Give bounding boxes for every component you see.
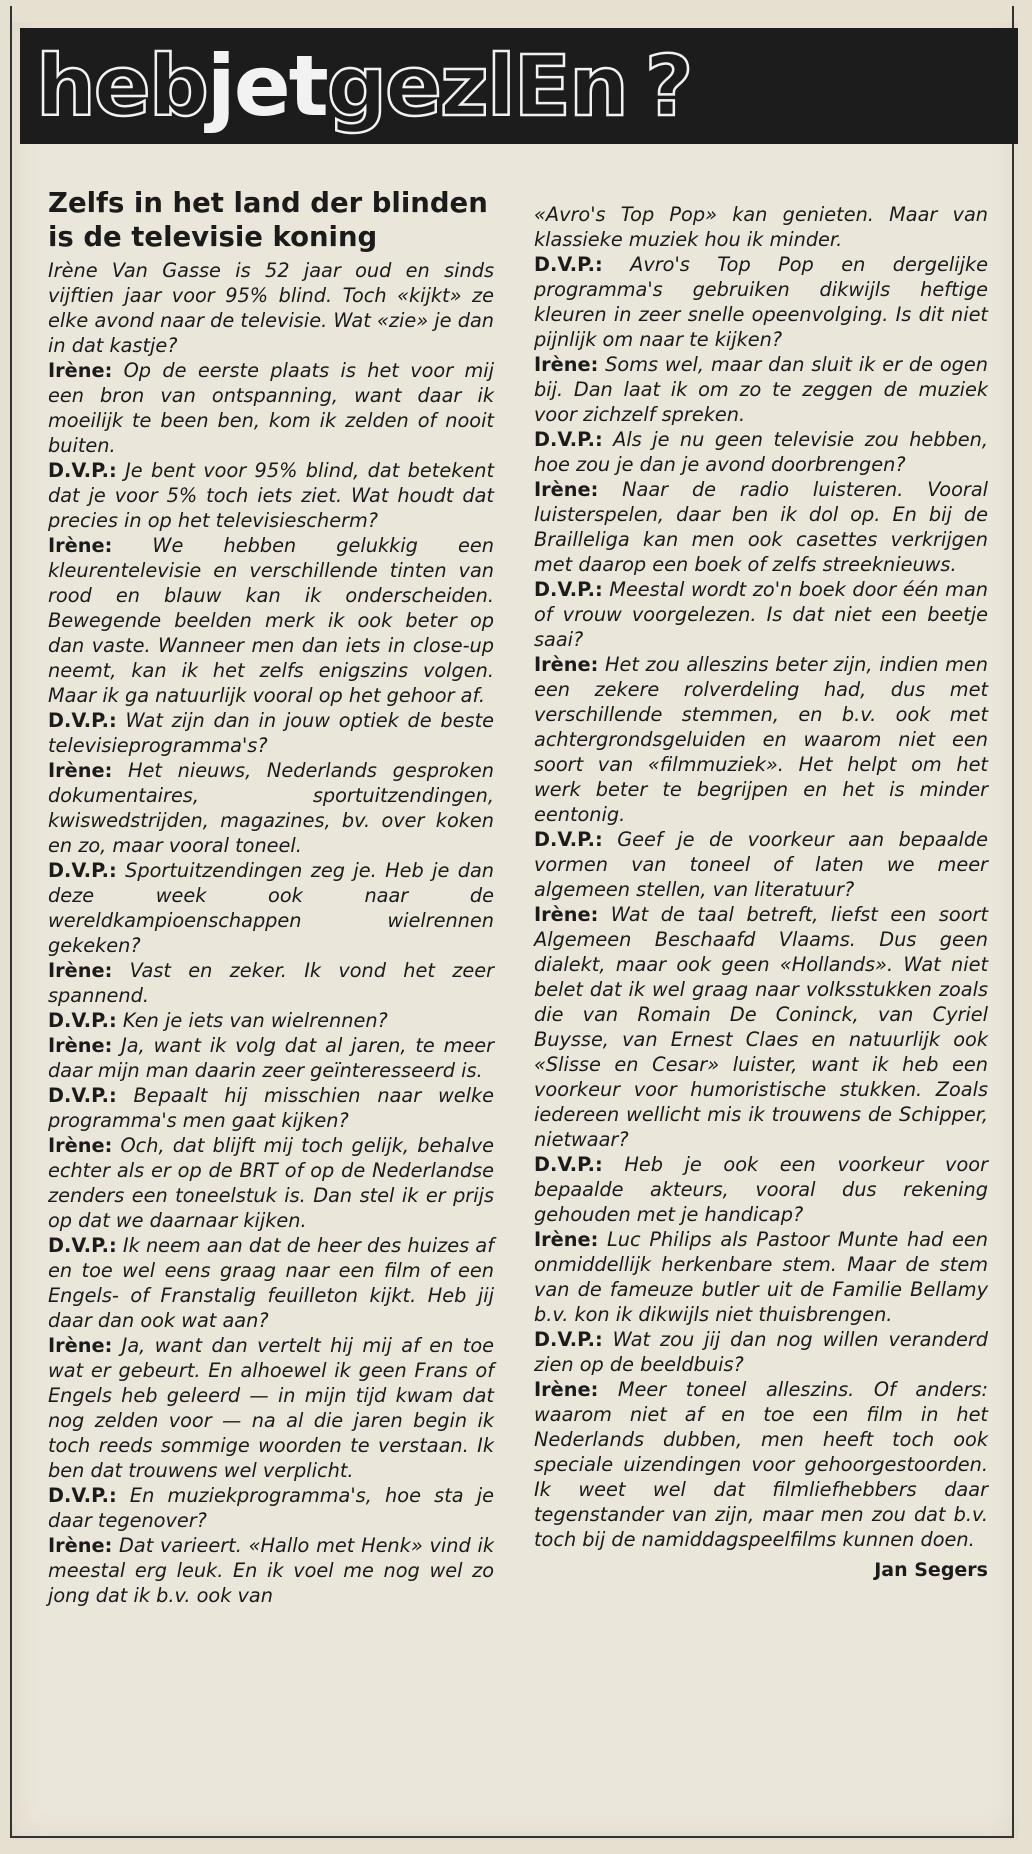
speaker-label: D.V.P.: xyxy=(48,1234,117,1257)
interview-paragraph xyxy=(534,1377,988,1552)
interview-paragraph xyxy=(48,358,494,458)
interview-paragraph xyxy=(48,858,494,958)
paragraph-text: Op de eerste plaats is het voor mij een bron van ontspanning, want daar ik moeilijk te been ben, kom ik zelden of nooit buiten. xyxy=(48,359,494,457)
interview-paragraph xyxy=(534,827,988,902)
speaker-label: Irène: xyxy=(48,534,113,557)
banner-title xyxy=(36,36,692,136)
speaker-label: Irène: xyxy=(48,359,113,382)
paragraph-text: Sportuitzendingen zeg je. Heb je dan deze week ook naar de wereldkampioenschappen wielrennen gekeken? xyxy=(48,859,494,957)
paragraph-text: Wat zou jij dan nog willen veranderd zien op de beeldbuis? xyxy=(534,1328,988,1376)
paragraph-text: Avro's Top Pop en dergelijke programma's gebruiken dikwijls heftige kleuren in zeer snelle opeenvolging. Is dit niet pijnlijk om naar te kijken? xyxy=(534,253,988,351)
paragraph-text: Ik neem aan dat de heer des huizes af en toe wel eens graag naar een film of een Engels- of Franstalig feuilleton kijkt. Heb jij daar dan ook wat aan? xyxy=(48,1234,494,1332)
interview-paragraph xyxy=(48,533,494,708)
interview-paragraph xyxy=(534,427,988,477)
right-column xyxy=(534,202,988,1583)
paragraph-text: Dat varieert. «Hallo met Henk» vind ik meestal erg leuk. En ik voel me nog wel zo jong dat ik b.v. ook van xyxy=(48,1534,494,1607)
interview-paragraph xyxy=(48,1033,494,1083)
speaker-label: D.V.P.: xyxy=(534,1328,603,1351)
speaker-label: Irène: xyxy=(48,1034,113,1057)
interview-paragraph xyxy=(48,1483,494,1533)
article-headline: Zelfs in het land der blinden is de televisie koning xyxy=(48,187,488,253)
speaker-label: D.V.P.: xyxy=(48,709,117,732)
interview-paragraph xyxy=(534,1152,988,1227)
author-signature: Jan Segers xyxy=(874,1559,988,1581)
article-intro: Irène Van Gasse is 52 jaar oud en sinds vijftien jaar voor 95% blind. Toch «kijkt» ze elke avond naar de televisie. Wat «zie» je dan in dat kastje? xyxy=(48,259,494,357)
column-banner xyxy=(20,28,1018,144)
paragraph-text: En muziekprogramma's, hoe sta je daar tegenover? xyxy=(48,1484,494,1532)
banner-question-mark: ? xyxy=(644,37,692,135)
paragraph-text: Ken je iets van wielrennen? xyxy=(116,1009,388,1032)
interview-paragraph xyxy=(48,1333,494,1483)
interview-paragraph xyxy=(534,902,988,1152)
right-column-lead: «Avro's Top Pop» kan genieten. Maar van klassieke muziek hou ik minder. xyxy=(534,203,988,251)
speaker-label: Irène: xyxy=(48,1334,113,1357)
banner-title-part-gezien: gezlEn xyxy=(326,37,627,135)
speaker-label: Irène: xyxy=(534,1378,599,1401)
speaker-label: Irène: xyxy=(534,1228,599,1251)
speaker-label: D.V.P.: xyxy=(48,459,117,482)
interview-paragraph xyxy=(48,1533,494,1608)
paragraph-text: Luc Philips als Pastoor Munte had een onmiddellijk herkenbare stem. Maar de stem van de fameuze butler uit de Familie Bellamy b.v. kon ik dikwijls niet thuisbrengen. xyxy=(534,1228,988,1326)
paragraph-text: Naar de radio luisteren. Vooral luisterspelen, daar ben ik dol op. En bij de Brailleliga kan men ook casettes verkrijgen met daarop een boek of zelfs streeknieuws. xyxy=(534,478,988,576)
paragraph-text: Och, dat blijft mij toch gelijk, behalve echter als er op de BRT of op de Nederlandse zenders een toneelstuk is. Dan stel ik er prijs op dat we daarnaar kijken. xyxy=(48,1134,494,1232)
left-column xyxy=(48,186,494,1608)
speaker-label: Irène: xyxy=(534,478,599,501)
speaker-label: D.V.P.: xyxy=(534,253,603,276)
paragraph-text: Soms wel, maar dan sluit ik er de ogen bij. Dan laat ik om zo te zeggen de muziek voor zichzelf spreken. xyxy=(534,353,988,426)
interview-paragraph xyxy=(48,1083,494,1133)
speaker-label: D.V.P.: xyxy=(48,859,117,882)
speaker-label: Irène: xyxy=(534,653,599,676)
banner-title-part-jet: jet xyxy=(206,37,327,135)
paragraph-text: Het zou alleszins beter zijn, indien men een zekere rolverdeling had, dus met verschillende stemmen, en b.v. ook met achtergrondsgeluiden en waarom niet een soort van «filmmuziek». Het helpt om het werk beter te begrijpen en het is minder eentonig. xyxy=(534,653,988,826)
paragraph-text: Meestal wordt zo'n boek door één man of vrouw voorgelezen. Is dat niet een beetje saai? xyxy=(534,578,988,651)
interview-paragraph xyxy=(48,1233,494,1333)
paragraph-text: Vast en zeker. Ik vond het zeer spannend. xyxy=(48,959,494,1007)
speaker-label: Irène: xyxy=(48,1534,113,1557)
paragraph-text: Ja, want dan vertelt hij mij af en toe wat er gebeurt. En alhoewel ik geen Frans of Engels heb geleerd — in mijn tijd kwam dat nog zelden voor — na al die jaren begin ik toch reeds sommige woorden te verstaan. Ik ben dat trouwens wel verplicht. xyxy=(48,1334,494,1482)
paragraph-text: Ja, want ik volg dat al jaren, te meer daar mijn man daarin zeer geïnteresseerd is. xyxy=(48,1034,494,1082)
interview-paragraph xyxy=(48,958,494,1008)
paragraph-text: Heb je ook een voorkeur voor bepaalde akteurs, vooral dus rekening gehouden met je handicap? xyxy=(534,1153,988,1226)
interview-paragraph xyxy=(48,1008,494,1033)
interview-paragraph xyxy=(534,352,988,427)
paragraph-text: Wat de taal betreft, liefst een soort Algemeen Beschaafd Vlaams. Dus geen dialekt, maar ook geen «Hollands». Wat niet belet dat ik wel graag naar volksstukken zoals die van Romain De Coninck, van Cyriel Buysse, van Ernest Claes en natuurlijk ook «Slisse en Cesar» luister, want ik heb een voorkeur voor humoristische stukken. Zoals iedereen wellicht mis ik trouwens de Schipper, nietwaar? xyxy=(534,903,988,1151)
paragraph-text: Geef je de voorkeur aan bepaalde vormen van toneel of laten we meer algemeen stellen, van literatuur? xyxy=(534,828,988,901)
interview-paragraph xyxy=(48,1133,494,1233)
interview-paragraph xyxy=(48,758,494,858)
interview-paragraph xyxy=(534,252,988,352)
paragraph-text: Als je nu geen televisie zou hebben, hoe zou je dan je avond doorbrengen? xyxy=(534,428,988,476)
speaker-label: D.V.P.: xyxy=(534,828,603,851)
paragraph-text: Je bent voor 95% blind, dat betekent dat je voor 5% toch iets ziet. Wat houdt dat precies in op het televisiescherm? xyxy=(48,459,494,532)
speaker-label: Irène: xyxy=(48,759,113,782)
speaker-label: Irène: xyxy=(534,903,599,926)
speaker-label: D.V.P.: xyxy=(534,428,603,451)
banner-title-part-heb: heb xyxy=(36,37,207,135)
speaker-label: Irène: xyxy=(48,1134,113,1157)
right-column-body xyxy=(534,252,988,1552)
paragraph-text: Wat zijn dan in jouw optiek de beste televisieprogramma's? xyxy=(48,709,494,757)
paragraph-text: We hebben gelukkig een kleurentelevisie en verschillende tinten van rood en blauw kan ik onderscheiden. Bewegende beelden merk ik ook beter op dan vaste. Wanneer men dan iets in close-up neemt, kan ik het zelfs enigszins volgen. Maar ik ga natuurlijk vooral op het gehoor af. xyxy=(48,534,494,707)
speaker-label: D.V.P.: xyxy=(534,578,603,601)
speaker-label: D.V.P.: xyxy=(48,1484,117,1507)
speaker-label: D.V.P.: xyxy=(48,1009,117,1032)
interview-paragraph xyxy=(48,458,494,533)
interview-paragraph xyxy=(534,652,988,827)
paragraph-text: Het nieuws, Nederlands gesproken dokumentaires, sportuitzendingen, kwiswedstrijden, magazines, bv. over koken en zo, maar vooral toneel. xyxy=(48,759,494,857)
paragraph-text: Meer toneel alleszins. Of anders: waarom niet af en toe een film in het Nederlands dubben, men heeft toch ook speciale uizendingen voor gehoorgestoorden. Ik weet wel dat filmliefhebbers daar tegenstander van zijn, maar men zou dat b.v. toch bij de namiddagspeelfilms kunnen doen. xyxy=(534,1378,988,1551)
interview-paragraph xyxy=(534,577,988,652)
speaker-label: Irène: xyxy=(48,959,113,982)
left-column-body xyxy=(48,358,494,1608)
speaker-label: D.V.P.: xyxy=(534,1153,603,1176)
interview-paragraph xyxy=(534,1227,988,1327)
interview-paragraph xyxy=(534,1327,988,1377)
speaker-label: D.V.P.: xyxy=(48,1084,117,1107)
speaker-label: Irène: xyxy=(534,353,599,376)
interview-paragraph xyxy=(534,477,988,577)
paragraph-text: Bepaalt hij misschien naar welke programma's men gaat kijken? xyxy=(48,1084,494,1132)
interview-paragraph xyxy=(48,708,494,758)
